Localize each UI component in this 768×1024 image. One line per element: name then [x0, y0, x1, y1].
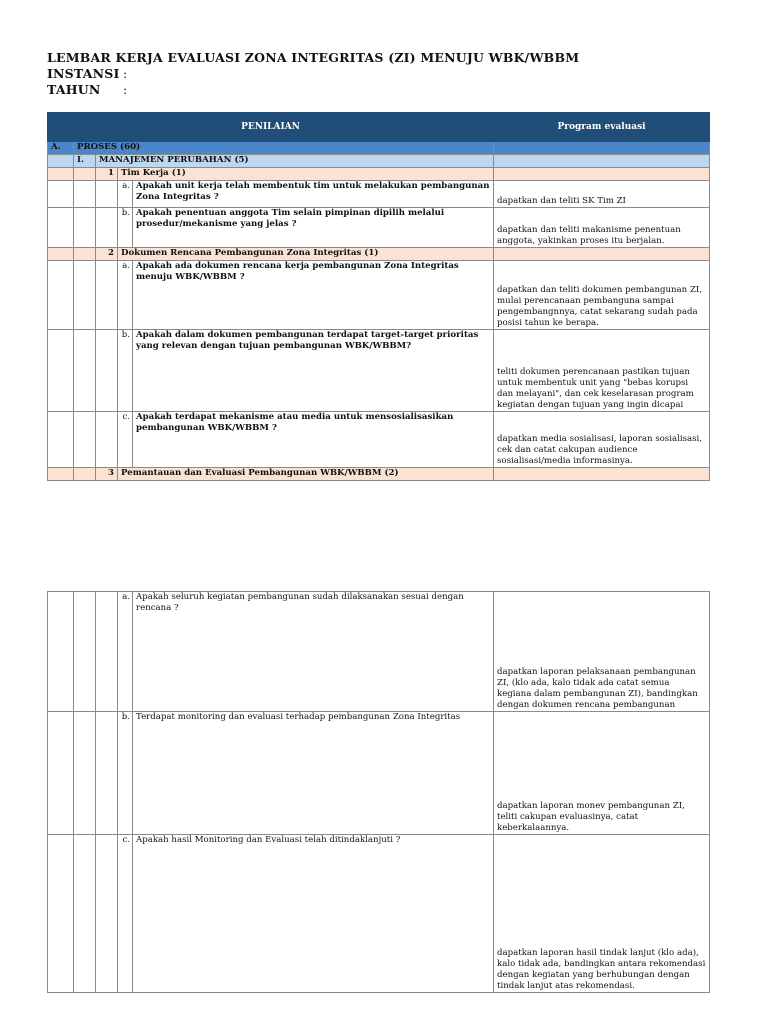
table-row [48, 712, 710, 835]
tahun-label: TAHUN [47, 82, 101, 97]
item-program: dapatkan media sosialisasi, laporan sosialisasi, cek dan catat cakupan audience sosialisasi/media informasinya. [494, 412, 710, 468]
item-question: Apakah seluruh kegiatan pembangunan sudah dilaksanakan sesuai dengan rencana ? [133, 592, 494, 712]
item-question: Apakah hasil Monitoring dan Evaluasi telah ditindaklanjuti ? [133, 835, 494, 993]
evaluation-table-1 [47, 112, 710, 481]
group-label: Tim Kerja (1) [118, 168, 494, 181]
section-row-a [48, 142, 710, 155]
item-letter: a. [118, 592, 133, 712]
group-row-3 [48, 468, 710, 481]
table-row [48, 181, 710, 208]
table-row [48, 261, 710, 330]
evaluation-table-2 [47, 591, 710, 993]
group-label: Pemantauan dan Evaluasi Pembangunan WBK/WBBM (2) [118, 468, 494, 481]
group-number: 3 [96, 468, 118, 481]
instansi-colon: : [123, 66, 128, 81]
section-roman: I. [74, 155, 96, 168]
table-row [48, 835, 710, 993]
item-letter: a. [118, 181, 133, 208]
table-row [48, 208, 710, 248]
item-question: Apakah penentuan anggota Tim selain pimpinan dipilih melalui prosedur/mekanisme yang jelas ? [133, 208, 494, 248]
column-header-penilaian: PENILAIAN [48, 113, 494, 142]
item-letter: c. [118, 412, 133, 468]
group-number: 1 [96, 168, 118, 181]
table-row [48, 330, 710, 412]
page-title: LEMBAR KERJA EVALUASI ZONA INTEGRITAS (ZI) MENUJU WBK/WBBM [47, 50, 580, 65]
section-row-i [48, 155, 710, 168]
item-letter: b. [118, 208, 133, 248]
instansi-label: INSTANSI [47, 66, 120, 81]
column-header-program: Program evaluasi [494, 113, 710, 142]
item-program: dapatkan laporan monev pembangunan ZI, teliti cakupan evaluasinya, catat keberkalaannya. [494, 712, 710, 835]
item-program: dapatkan dan teliti SK Tim ZI [494, 181, 710, 208]
section-label: MANAJEMEN PERUBAHAN (5) [96, 155, 494, 168]
item-question: Apakah dalam dokumen pembangunan terdapat target-target prioritas yang relevan dengan tujuan pembangunan WBK/WBBM? [133, 330, 494, 412]
table-row [48, 412, 710, 468]
item-letter: c. [118, 835, 133, 993]
item-program: teliti dokumen perencanaan pastikan tujuan untuk membentuk unit yang "bebas korupsi dan melayani", dan cek keselarasan program kegiatan dengan tujuan yang ingin dicapai [494, 330, 710, 412]
group-row-2 [48, 248, 710, 261]
item-question: Apakah ada dokumen rencana kerja pembangunan Zona Integritas menuju WBK/WBBM ? [133, 261, 494, 330]
item-program: dapatkan laporan hasil tindak lanjut (klo ada), kalo tidak ada, bandingkan antara rekomendasi dengan kegiatan yang berhubungan dengan tindak lanjut atas rekomendasi. [494, 835, 710, 993]
table-row [48, 592, 710, 712]
tahun-row [47, 82, 128, 97]
item-question: Apakah unit kerja telah membentuk tim untuk melakukan pembangunan Zona Integritas ? [133, 181, 494, 208]
item-program: dapatkan dan teliti dokumen pembangunan ZI, mulai perencanaan pembanguna sampai pengembangnnya, catat sekarang sudah pada posisi tahun ke berapa. [494, 261, 710, 330]
item-letter: b. [118, 330, 133, 412]
group-number: 2 [96, 248, 118, 261]
group-row-1 [48, 168, 710, 181]
item-letter: b. [118, 712, 133, 835]
group-label: Dokumen Rencana Pembangunan Zona Integritas (1) [118, 248, 494, 261]
item-question: Apakah terdapat mekanisme atau media untuk mensosialisasikan pembangunan WBK/WBBM ? [133, 412, 494, 468]
section-letter: A. [48, 142, 74, 155]
section-label: PROSES (60) [74, 142, 494, 155]
tahun-colon: : [123, 82, 128, 97]
item-question: Terdapat monitoring dan evaluasi terhadap pembangunan Zona Integritas [133, 712, 494, 835]
instansi-row [47, 66, 128, 81]
item-letter: a. [118, 261, 133, 330]
table-header-row [48, 113, 710, 142]
item-program: dapatkan laporan pelaksanaan pembangunan ZI, (klo ada, kalo tidak ada catat semua kegiana dalam pembangunan ZI), bandingkan dengan dokumen rencana pembangunan [494, 592, 710, 712]
item-program: dapatkan dan teliti makanisme penentuan anggota, yakinkan proses itu berjalan. [494, 208, 710, 248]
